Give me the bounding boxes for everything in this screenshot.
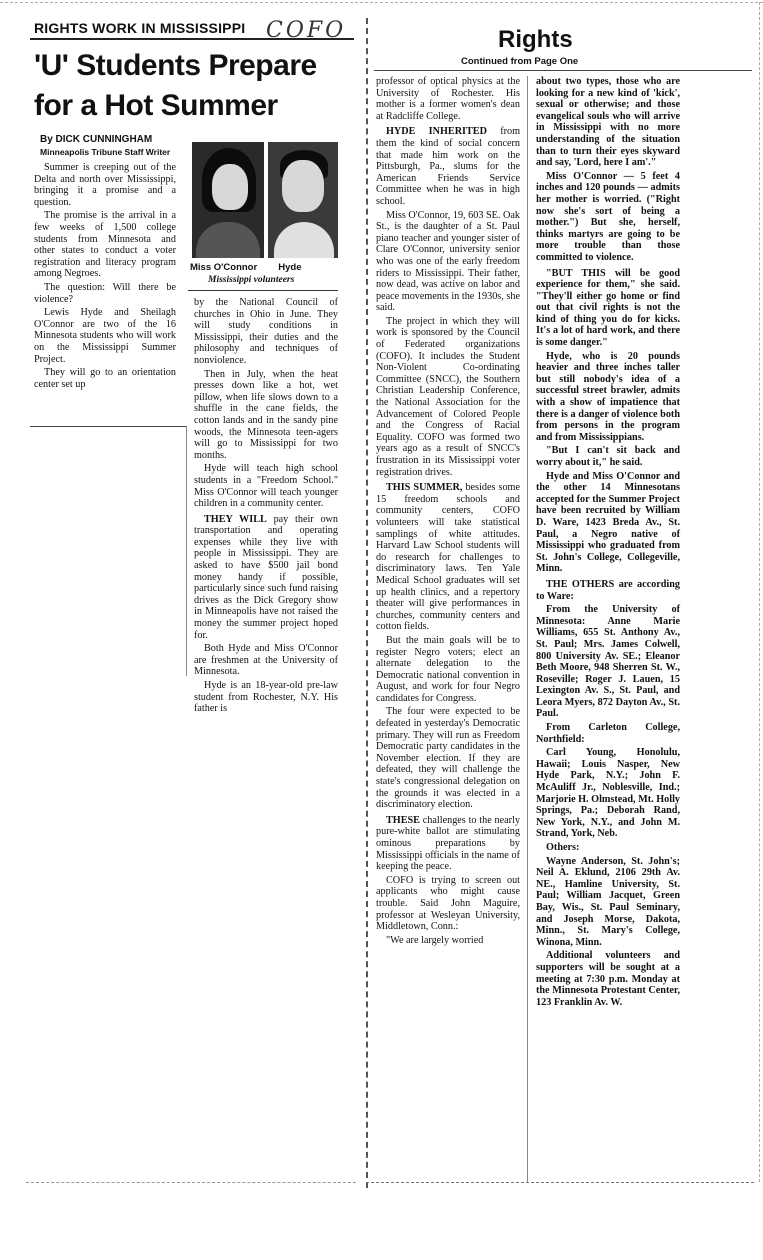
column-divider	[30, 426, 186, 427]
paragraph	[194, 514, 338, 642]
handwritten-note: COFO	[266, 18, 347, 43]
lead-in: THEY WILL	[204, 513, 267, 525]
paragraph: From Carleton College, Northfield:	[536, 722, 680, 745]
paragraph-body: are according to Ware:	[536, 578, 680, 602]
paragraph: COFO is trying to screen out applicants who might cause trouble. Said John Maguire, professor at Wesleyan University, Middletown, Conn.:	[376, 874, 520, 933]
paragraph: Wayne Anderson, St. John's; Neil A. Eklund, 2106 29th Av. NE., Hamline University, St. Paul; William Jacquet, Green Bay, Wis., St. Paul Seminary, and Joseph Morse, Dakota, Minn., St. Mary's College, Winona, Minn.	[536, 855, 680, 948]
continued-note: Continued from Page One	[461, 56, 579, 67]
paragraph: The project in which they will work is sponsored by the Council of Federated organizations (COFO). It includes the Student Non-Violent Co-ordinating Committee (SNCC), the Southern Christian Leadership Conference, the National Association for the Advancement of Colored People and the Congress of Racial Equality. COFO was formed two years ago as a result of SNCC's frustration in its Mississippi voter registration drives.	[376, 315, 520, 478]
paragraph: The question: Will there be violence?	[34, 281, 176, 305]
paragraph: Additional volunteers and supporters will be sought at a meeting at 7:30 p.m. Monday at the Minnesota Protestant Center, 123 Franklin Av. W.	[536, 950, 680, 1008]
column-4	[536, 76, 680, 1010]
photo-hyde	[268, 142, 338, 258]
column-2	[194, 297, 338, 717]
headline-line-1: 'U' Students Prepare	[34, 49, 317, 82]
photo-shoulders	[196, 222, 260, 258]
column-rule	[527, 76, 528, 1182]
lead-in: HYDE INHERITED	[386, 126, 487, 138]
page-right-border	[759, 2, 760, 1182]
page-top-border	[0, 2, 763, 3]
paragraph: Both Hyde and Miss O'Connor are freshmen at the University of Minnesota.	[194, 643, 338, 678]
paragraph: by the National Council of churches in Ohio in June. They will study conditions in Mississippi, their duties and the philosophy and techniques of nonviolence.	[194, 297, 338, 366]
lead-in: THESE	[386, 814, 420, 826]
section-kicker: RIGHTS WORK IN MISSISSIPPI	[34, 20, 246, 36]
paragraph: professor of optical physics at the University of Rochester. His mother is a former women's dean at Radcliffe College.	[376, 76, 520, 122]
paragraph: Lewis Hyde and Sheilagh O'Connor are two of the 16 Minnesota students who will work on the Mississippi Summer Project.	[34, 307, 176, 365]
clipping-bottom-edge	[366, 1182, 754, 1183]
paragraph: "We are largely worried	[386, 934, 484, 946]
paragraph: "But I can't sit back and worry about it," he said.	[536, 445, 680, 468]
paragraph-body: from them the kind of social concern that made him work on the Pittsburgh, Pa., slums for the American Friends Service Committee when he was in high school.	[376, 126, 520, 207]
paragraph: Others:	[546, 842, 580, 853]
paragraph-body: pay their own transportation and operating expenses while they live with people in Mississippi. They are asked to have $500 jail bond money handy if possible, particularly since such fund raising drives as the Dick Gregory show in Minneapolis have not raised the money the summer project hoped for.	[194, 513, 338, 641]
headline-line-2: for a Hot Summer	[34, 89, 278, 122]
photo-oconnor	[192, 142, 264, 258]
lead-in: THE OTHERS	[546, 578, 615, 590]
column-rule	[186, 426, 187, 676]
clipping-divider	[366, 18, 368, 1188]
paragraph: Hyde, who is 20 pounds heavier and three inches taller but still nobody's idea of a successful street brawler, admits with a show of impatience that there is a danger of violence both from persons in the program and from Mississippians.	[536, 350, 680, 443]
paragraph: Then in July, when the heat presses down like a hot, wet pillow, when life slows down to a shuffle in the cane fields, the cotton lands and in the sandy pine woods, the Minnesota teen-agers will go to Mississippi for two months.	[194, 368, 338, 461]
jump-headline: Rights	[498, 26, 573, 53]
caption-rule	[188, 290, 338, 291]
paragraph	[536, 268, 680, 349]
paragraph-body: challenges to the nearly pure-white ballot are stimulating ominous preparations by Mississippi officials in the name of keeping the peace.	[376, 814, 520, 873]
kicker-rule	[30, 38, 354, 40]
paragraph: Hyde will teach high school students in a "Freedom School." Miss O'Connor will teach younger children in a community center.	[194, 463, 338, 510]
column-3	[376, 76, 520, 948]
paragraph: Miss O'Connor, 19, 603 SE. Oak St., is the daughter of a St. Paul piano teacher and younger sister of Clare O'Connor, university senior who was one of the early freedom riders to Mississippi. Their father, now dead, was active on labor and peace movements in the 1930s, she said.	[376, 209, 520, 314]
jump-rule	[374, 70, 752, 71]
paragraph	[376, 482, 520, 633]
paragraph: Carl Young, Honolulu, Hawaii; Louis Nasper, New Hyde Park, N.Y.; John F. McAuliff Jr., Noblesville, Ind.; Marjorie H. Olmstead, Mt. Holly Springs, Pa.; Deborah Rand, New York, N.Y., and John M. Strand, York, Neb.	[536, 747, 681, 840]
photo-face	[212, 164, 248, 210]
paragraph: Miss O'Connor — 5 feet 4 inches and 120 pounds — admits her mother is worried. ("Right now she's sort of being a mother.") But she, herself, thinks martyrs are going to be more trouble than those committed to violence.	[536, 170, 680, 263]
paragraph	[376, 126, 520, 207]
paragraph: The four were expected to be defeated in yesterday's Democratic primary. They will run as Freedom Democratic party candidates in the November election. If they are defeated, they will challenge the state's congressional delegation on the grounds it was elected in a discriminatory election.	[376, 706, 520, 811]
headline	[34, 46, 354, 126]
paragraph: Hyde is an 18-year-old pre-law student from Rochester, N.Y. His father is	[194, 680, 338, 715]
byline: By DICK CUNNINGHAM	[40, 134, 153, 145]
paragraph: From the University of Minnesota: Anne Marie Williams, 655 St. Anthony Av., St. Paul; Mrs. James Colwell, 800 University Av. SE.; Eleanor Beth Moore, 948 Sherren St. W., Roseville; Roger J. Lauen, 15 Lexington Av. S., St. Paul, and Leora Myers, 872 Dayton Av., St. Paul.	[536, 604, 680, 720]
paragraph-body: will be good experience for them," she said. "They'll either go home or find out that civil rights is not the kind of thing you do for kicks. It's a lot of hard work, and there is some danger."	[536, 267, 681, 349]
lead-in: THIS SUMMER,	[386, 482, 463, 494]
lead-in: "BUT THIS	[546, 267, 606, 279]
paragraph: Summer is creeping out of the Delta and north over Mississippi, bringing it a promise and a question.	[34, 162, 176, 208]
paragraph: about two types, those who are looking for a new kind of 'kick', sexual or otherwise; and those evangelical souls who will arrive in Mississippi with no more understanding of the situation than to turn their eyes skyward and say, 'Lord, here I am'."	[536, 76, 680, 169]
photo-face	[282, 160, 324, 212]
column-1	[34, 162, 176, 392]
paragraph-body: besides some 15 freedom schools and community centers, COFO volunteers will take statistical samplings of white attitudes. Harvard Law School students will do research for challenges to discriminatory laws. Ten Yale Medical School graduates will set up health clinics, and a repertory theater will give performances in churches, community centers and cotton fields.	[376, 482, 520, 633]
paragraph: Hyde and Miss O'Connor and the other 14 Minnesotans accepted for the Summer Project have been recruited by William D. Ware, 1423 Breda Av., St. Paul, a Negro native of Mississippi who graduated from St. John's College, Collegeville, Minn.	[536, 470, 680, 575]
paragraph	[536, 579, 680, 602]
photo-caption: Miss O'Connor Hyde	[190, 262, 302, 273]
paragraph: The promise is the arrival in a few weeks of 1,500 college students from Minnesota and other states to conduct a voter registration and literacy program among Negroes.	[34, 210, 176, 280]
paragraph: They will go to an orientation center set up	[34, 367, 176, 390]
clipping-bottom-edge	[26, 1182, 356, 1183]
paragraph	[376, 815, 520, 873]
byline-staff: Minneapolis Tribune Staff Writer	[40, 147, 171, 157]
photo-shirt	[274, 222, 334, 258]
photo-caption-sub: Mississippi volunteers	[208, 275, 295, 285]
paragraph: But the main goals will be to register Negro voters; elect an alternate delegation to the Democratic national convention in August, and work for four Negro candidates for Congress.	[376, 634, 520, 704]
